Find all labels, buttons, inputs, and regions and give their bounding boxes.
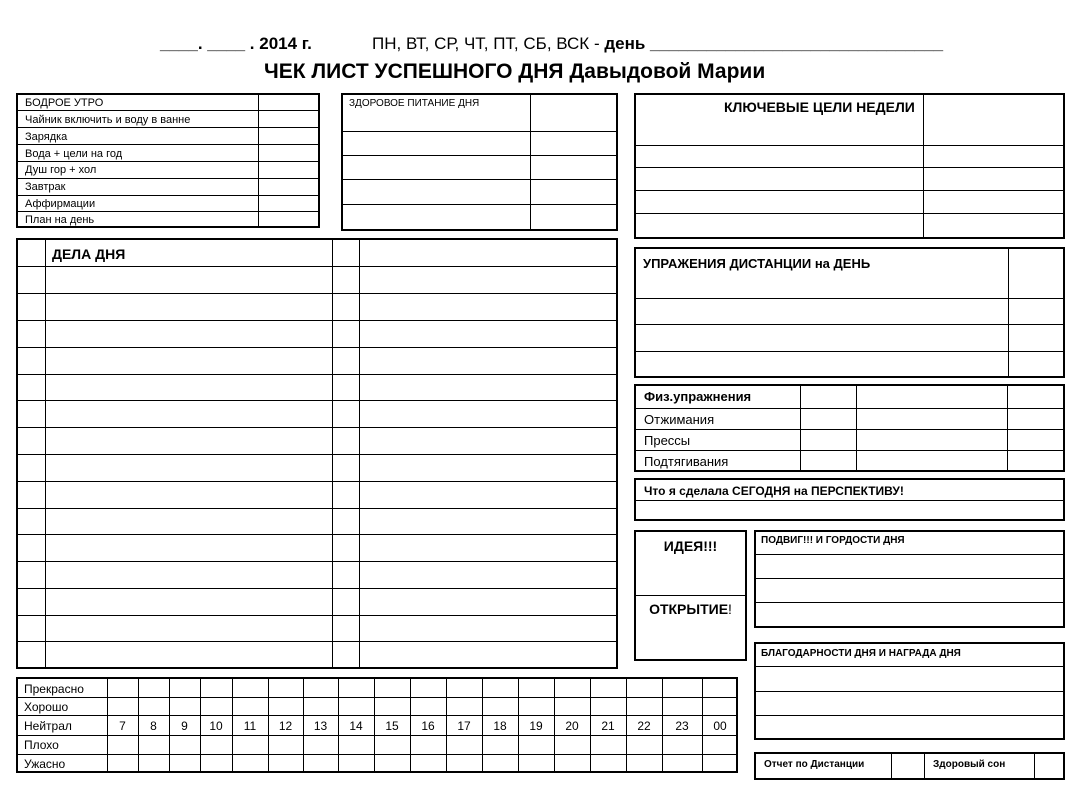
mood-level: Прекрасно: [24, 682, 84, 696]
physical-item: Прессы: [644, 433, 691, 448]
morning-item: Чайник включить и воду в ванне: [25, 114, 191, 126]
discovery-text: ОТКРЫТИЕ: [649, 601, 729, 617]
physical-item: Подтягивания: [644, 454, 729, 469]
hour-label: 20: [565, 719, 579, 733]
distance-title: УПРАЖЕНИЯ ДИСТАНЦИИ на ДЕНЬ: [643, 256, 871, 271]
hour-label: 18: [493, 719, 507, 733]
hour-label: 10: [209, 719, 223, 733]
morning-checklist: [16, 93, 320, 228]
mood-level: Ужасно: [24, 757, 66, 771]
physical-title: Физ.упражнения: [644, 389, 752, 404]
hour-label: 22: [637, 719, 651, 733]
hour-label: 21: [601, 719, 615, 733]
thanks-title: БЛАГОДАРНОСТИ ДНЯ И НАГРАДА ДНЯ: [761, 648, 961, 659]
hour-label: 15: [385, 719, 399, 733]
physical-exercises-table: [634, 384, 1065, 472]
mood-level: Плохо: [24, 738, 59, 752]
date-field: ____. ____ . 2014 г.: [160, 34, 312, 53]
hour-label: 13: [313, 719, 328, 733]
gratitude-table: [754, 642, 1065, 740]
food-title: ЗДОРОВОЕ ПИТАНИЕ ДНЯ: [349, 98, 480, 109]
weekdays-list: ПН, ВТ, СР, ЧТ, ПТ, СБ, ВСК -: [372, 34, 600, 53]
day-label: день: [604, 34, 646, 53]
weekdays: [372, 34, 943, 54]
date-line: [160, 34, 312, 54]
feats-title: ПОДВИГ!!! И ГОРДОСТИ ДНЯ: [761, 535, 905, 546]
hour-label: 14: [349, 719, 363, 733]
hour-label: 00: [713, 719, 727, 733]
page-title: ЧЕК ЛИСТ УСПЕШНОГО ДНЯ Давыдовой Марии: [264, 60, 766, 83]
day-blank: _______________________________: [650, 34, 944, 53]
morning-item: Вода + цели на год: [25, 148, 123, 160]
report-table: [754, 752, 1065, 780]
hour-label: 17: [457, 719, 471, 733]
morning-item: План на день: [25, 214, 95, 226]
physical-item: Отжимания: [644, 412, 715, 427]
morning-item: Завтрак: [25, 181, 66, 193]
distance-exercises-table: [634, 247, 1065, 378]
idea-mark: !!!: [703, 538, 718, 554]
morning-item: Аффирмации: [25, 198, 96, 210]
discovery-mark: !: [728, 601, 732, 617]
hour-label: 7: [119, 719, 126, 733]
mood-grid: [16, 677, 738, 773]
tasks-title: ДЕЛА ДНЯ: [52, 246, 126, 262]
hour-label: 16: [421, 719, 435, 733]
morning-item: Душ гор + хол: [25, 164, 97, 176]
key-goals-table: [634, 93, 1065, 239]
report-sleep: Здоровый сон: [933, 759, 1006, 770]
discovery-label: [636, 601, 745, 617]
hour-label: 19: [529, 719, 543, 733]
perspective-title: Что я сделала СЕГОДНЯ на ПЕРСПЕКТИВУ!: [644, 484, 904, 498]
goals-title: КЛЮЧЕВЫЕ ЦЕЛИ НЕДЕЛИ: [724, 99, 915, 115]
morning-item: Зарядка: [25, 131, 68, 143]
tasks-table: [16, 238, 618, 669]
report-distance: Отчет по Дистанции: [764, 759, 865, 770]
hour-label: 9: [181, 719, 188, 733]
hour-label: 12: [278, 719, 293, 733]
healthy-food-table: [341, 93, 618, 231]
morning-item: БОДРОЕ УТРО: [25, 97, 104, 109]
idea-label: [636, 538, 745, 554]
hour-label: 11: [243, 719, 257, 733]
idea-text: ИДЕЯ: [663, 538, 704, 554]
hour-label: 8: [150, 719, 157, 733]
idea-discovery-box: [634, 530, 747, 661]
perspective-box: [634, 478, 1065, 521]
feats-table: [754, 530, 1065, 628]
hour-label: 23: [675, 719, 689, 733]
mood-level: Хорошо: [24, 700, 69, 714]
mood-level: Нейтрал: [24, 719, 72, 733]
